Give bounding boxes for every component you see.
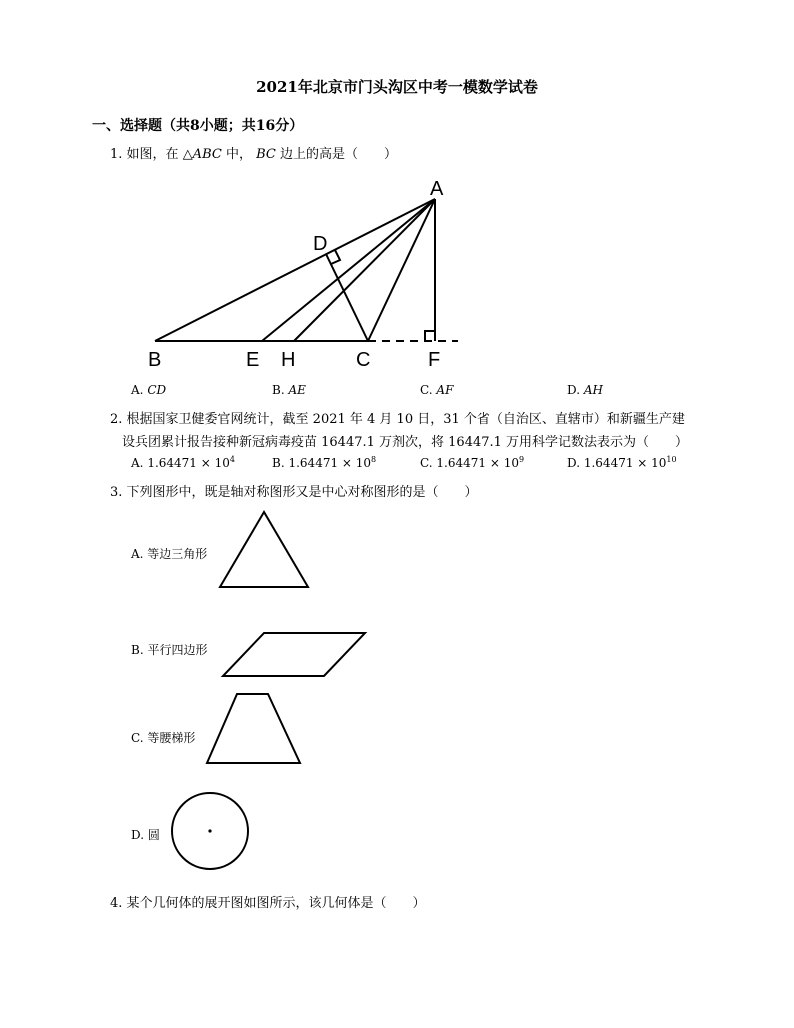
option-letter: A. <box>131 383 144 397</box>
option-value: AF <box>436 383 454 397</box>
q3-option-c-label[interactable]: C. 等腰梯形 <box>131 731 196 745</box>
option-letter: C. <box>420 383 433 397</box>
option-value: CD <box>147 383 167 397</box>
option-exponent: 9 <box>518 455 525 464</box>
q1-stem-b: 中， <box>225 147 252 162</box>
option-exponent: 8 <box>371 455 377 464</box>
q1-option-d[interactable] <box>567 383 603 397</box>
q1-option-b[interactable] <box>272 383 306 397</box>
option-exponent: 4 <box>229 455 235 464</box>
option-letter: B. <box>272 383 285 397</box>
option-base: 1.64471 × 10 <box>583 456 667 470</box>
option-value: AH <box>583 383 603 397</box>
q1-triangle-symbol: △ABC <box>182 147 222 162</box>
q1-side-bc: BC <box>256 147 276 162</box>
segment-cd <box>326 254 368 341</box>
point-label-d: D <box>313 233 328 255</box>
option-value: AE <box>288 383 306 397</box>
q3-option-d-label[interactable]: D. 圆 <box>131 828 160 842</box>
q1-option-a[interactable] <box>131 383 166 397</box>
point-label-b: B <box>148 349 162 371</box>
question-4-stem: 4. 某个几何体的展开图如图所示，该几何体是（ ） <box>110 896 426 911</box>
q3-option-a-label[interactable]: A. 等边三角形 <box>131 547 208 561</box>
q1-stem-a: 1. 如图，在 <box>110 147 179 162</box>
parallelogram-shape <box>220 630 368 678</box>
q3-option-b-label[interactable]: B. 平行四边形 <box>131 643 208 657</box>
q2-option-d[interactable] <box>567 455 677 470</box>
option-letter: D. <box>567 456 581 470</box>
segment-ah <box>294 199 435 341</box>
option-base: 1.64471 × 10 <box>147 456 230 470</box>
point-label-c: C <box>356 349 371 371</box>
point-label-h: H <box>281 349 296 371</box>
option-base: 1.64471 × 10 <box>288 456 372 470</box>
question-3-stem: 3. 下列图形中，既是轴对称图形又是中心对称图形的是（ ） <box>110 485 478 500</box>
point-label-e: E <box>246 349 260 371</box>
page-title: 2021年北京市门头沟区中考一模数学试卷 <box>256 78 538 96</box>
point-label-f: F <box>428 349 441 371</box>
equilateral-triangle-shape <box>216 508 312 590</box>
q1-triangle-figure <box>140 172 470 377</box>
option-letter: A. <box>131 456 144 470</box>
segment-ae <box>262 199 435 341</box>
q1-option-c[interactable] <box>420 383 453 397</box>
circle-center-dot <box>208 829 211 832</box>
option-base: 1.64471 × 10 <box>436 456 519 470</box>
circle-shape <box>168 790 252 874</box>
option-letter: C. <box>420 456 433 470</box>
segment-ab <box>155 199 435 341</box>
section-heading: 一、选择题（共8小题；共16分） <box>92 118 304 134</box>
point-label-a: A <box>430 178 444 200</box>
option-letter: B. <box>272 456 285 470</box>
right-angle-mark-f <box>425 331 435 341</box>
option-letter: D. <box>567 383 581 397</box>
q2-option-b[interactable] <box>272 455 376 470</box>
question-2-line-2: 设兵团累计报告接种新冠病毒疫苗 16447.1 万剂次，将 16447.1 万用科学记数法表示为（ ） <box>122 435 689 450</box>
q1-stem-c: 边上的高是（ ） <box>280 147 398 162</box>
option-exponent: 10 <box>666 455 677 464</box>
isosceles-trapezoid-shape <box>204 690 304 766</box>
q2-option-a[interactable] <box>131 455 235 470</box>
segment-ac <box>368 199 435 341</box>
question-1-stem <box>110 143 397 162</box>
question-2-line-1: 2. 根据国家卫健委官网统计，截至 2021 年 4 月 10 日，31 个省（自治区、直辖市）和新疆生产建 <box>110 412 685 427</box>
q2-option-c[interactable] <box>420 455 524 470</box>
